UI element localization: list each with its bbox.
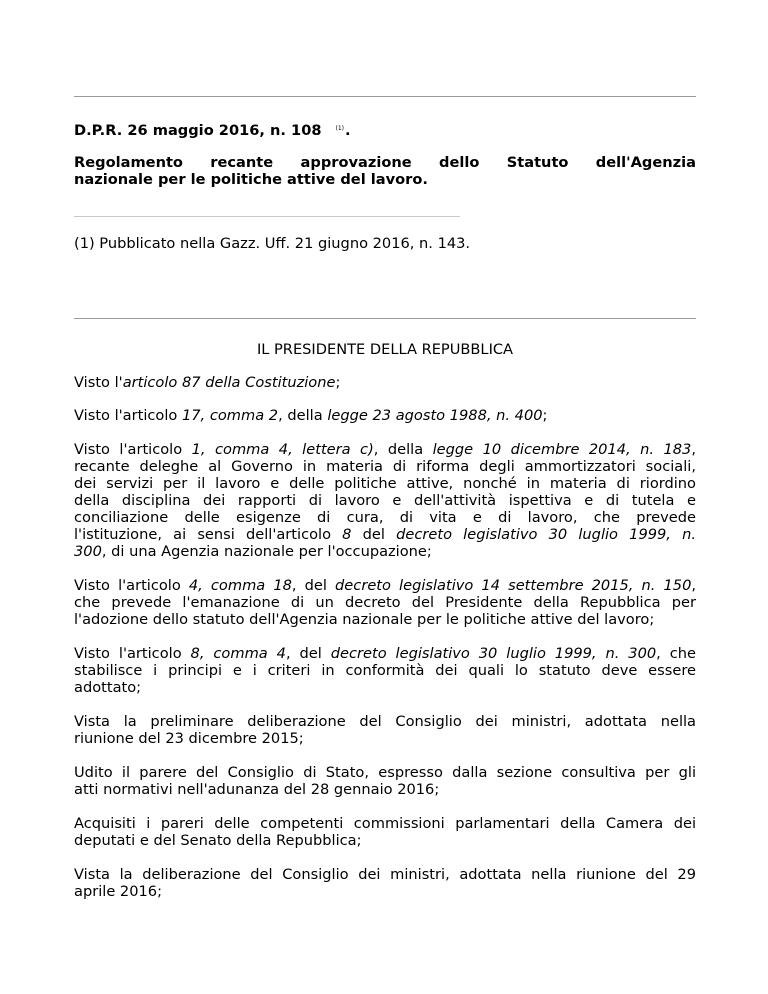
recital-7: Udito il parere del Consiglio di Stato, espresso dalla sezione consultiva per gli atti normativi nell'adunanza del 28 gennaio 2016;: [74, 764, 696, 798]
recital-4: Visto l'articolo 4, comma 18, del decreto legislativo 14 settembre 2015, n. 150, che prevede l'emanazione di un decreto del Presidente della Repubblica per l'adozione dello statuto dell'Agenzia nazionale per le politiche attive del lavoro;: [74, 577, 696, 628]
link-costituzione[interactable]: articolo 87 della Costituzione: [122, 374, 336, 391]
decree-title-text: D.P.R. 26 maggio 2016, n. 108: [74, 122, 322, 139]
recital-9: Vista la deliberazione del Consiglio dei ministri, adottata nella riunione del 29 aprile 2016;: [74, 866, 696, 900]
link-articolo-1[interactable]: 1, comma 4, lettera c): [191, 441, 374, 458]
footnote: (1) Pubblicato nella Gazz. Uff. 21 giugno 2016, n. 143.: [74, 235, 471, 252]
decree-subtitle: Regolamento recante approvazione dello Statuto dell'Agenzia nazionale per le politiche attive del lavoro.: [74, 154, 696, 188]
link-articolo-8-comma-4[interactable]: 8, comma 4: [190, 645, 286, 662]
recital-2: Visto l'articolo 17, comma 2, della legge 23 agosto 1988, n. 400;: [74, 407, 548, 424]
footnote-marker[interactable]: (1): [335, 125, 345, 132]
recital-6: Vista la preliminare deliberazione del Consiglio dei ministri, adottata nella riunione del 23 dicembre 2015;: [74, 713, 696, 747]
link-legge-183[interactable]: legge 10 dicembre 2014, n. 183: [432, 441, 692, 458]
recital-3: Visto l'articolo 1, comma 4, lettera c), della legge 10 dicembre 2014, n. 183, recante deleghe al Governo in materia di riforma degli ammortizzatori sociali, dei servizi per il lavoro e delle politiche attive, nonché in materia di riordino della disciplina dei rapporti di lavoro e dell'attività ispettiva e di tutela e conciliazione delle esigenze di cura, di vita e di lavoro, che prevede l'istituzione, ai sensi dell'articolo 8 del decreto legislativo 30 luglio 1999, n. 300, di una Agenzia nazionale per l'occupazione;: [74, 441, 696, 560]
recital-1: Visto l'articolo 87 della Costituzione;: [74, 374, 341, 391]
recital-5: Visto l'articolo 8, comma 4, del decreto legislativo 30 luglio 1999, n. 300, che stabilisce i principi e i criteri in conformità dei quali lo statuto deve essere adottato;: [74, 645, 696, 696]
section-heading: IL PRESIDENTE DELLA REPUBBLICA: [256, 341, 514, 358]
link-articolo-8[interactable]: 8: [342, 526, 352, 543]
decree-title: D.P.R. 26 maggio 2016, n. 108 $^{(1)}$.: [74, 122, 351, 139]
recital-8: Acquisiti i pareri delle competenti commissioni parlamentari della Camera dei deputati e del Senato della Repubblica;: [74, 815, 696, 849]
link-dlgs-300-b[interactable]: decreto legislativo 30 luglio 1999, n. 300: [330, 645, 657, 662]
link-articolo-4[interactable]: 4, comma 18: [188, 577, 292, 594]
link-legge-400[interactable]: legge 23 agosto 1988, n. 400: [327, 407, 543, 424]
link-articolo-17[interactable]: 17, comma 2: [181, 407, 279, 424]
link-dlgs-150[interactable]: decreto legislativo 14 settembre 2015, n. 150: [335, 577, 692, 594]
link-dlgs-300[interactable]: decreto legislativo 30 luglio 1999, n.: [396, 526, 696, 543]
section-divider: [74, 318, 696, 319]
footnote-divider: [74, 216, 460, 217]
top-divider: [74, 96, 696, 97]
